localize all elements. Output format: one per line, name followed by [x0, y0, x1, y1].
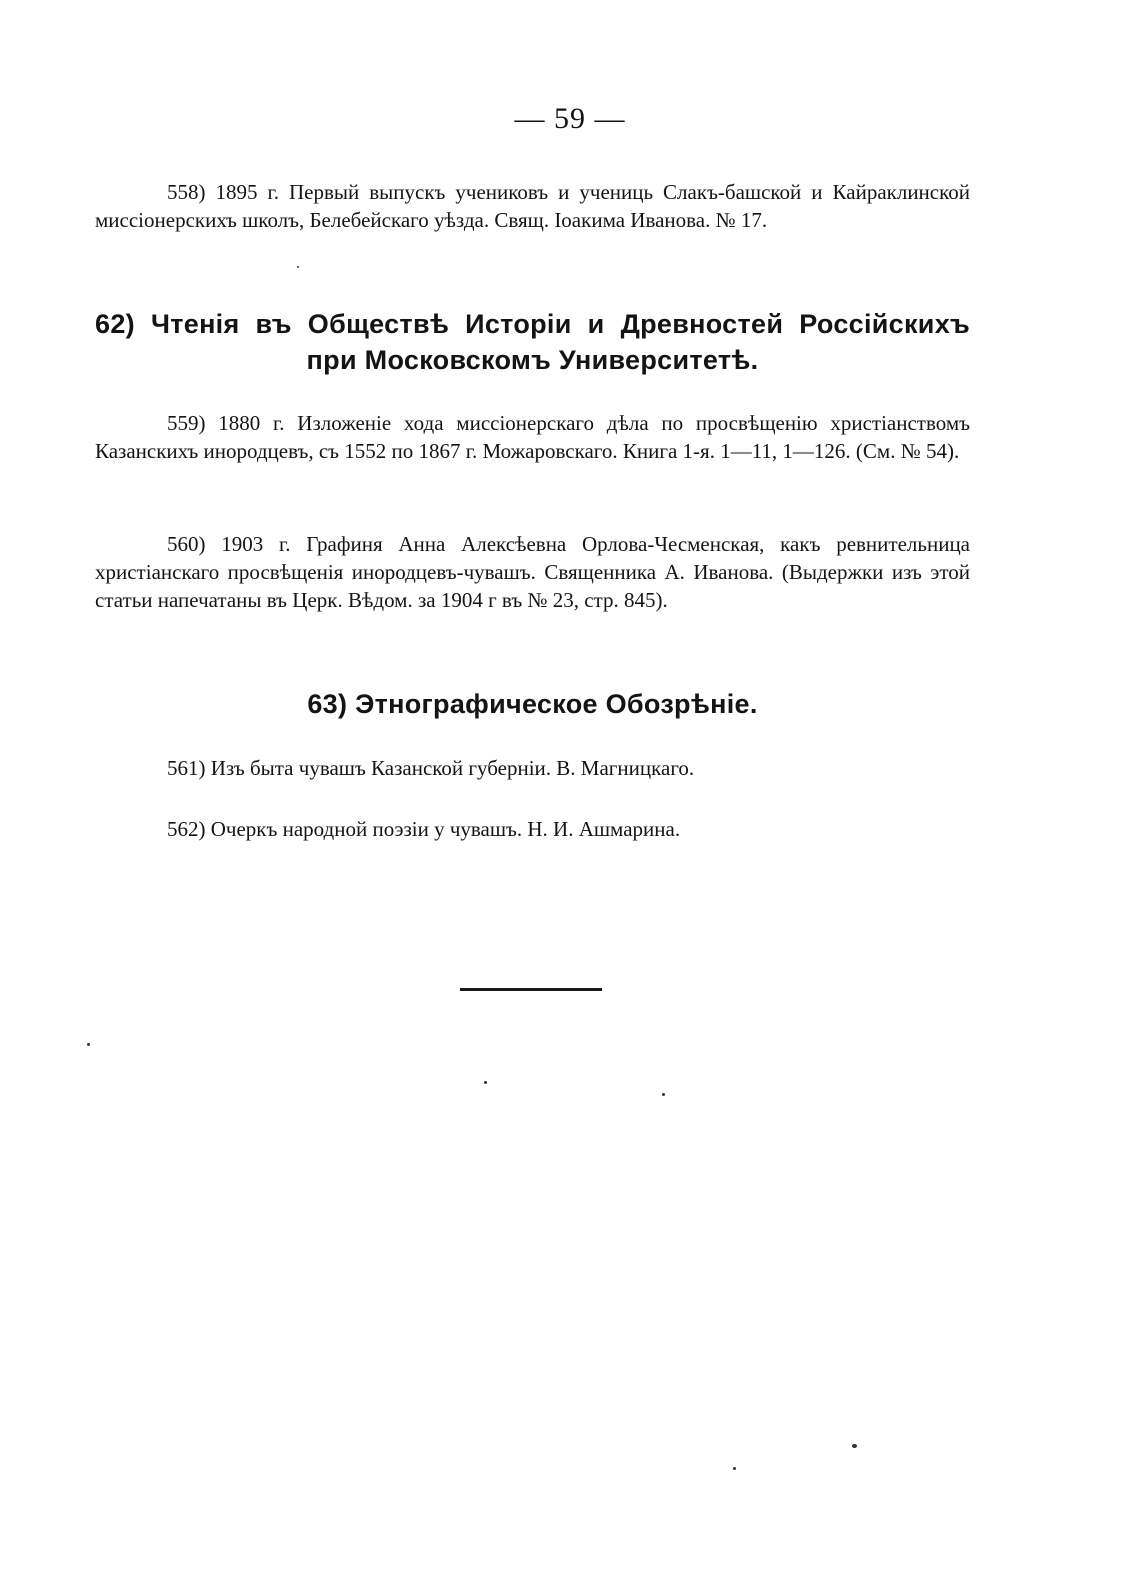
section-heading-63: 63) Этнографическое Обозрѣнiе.	[307, 689, 758, 719]
bibliography-entry-561	[95, 754, 970, 782]
section-heading-line-2: при Московскомъ Университетѣ.	[306, 345, 759, 375]
scan-speck	[297, 266, 299, 268]
entry-text: 559) 1880 г. Изложенiе хода миссiонерскаго дѣла по просвѣщенiю христiанствомъ Казанскихъ инородцевъ, съ 1552 по 1867 г. Можаровскаго. Книга 1-я. 1—11, 1—126. (См. № 54).	[95, 411, 970, 463]
entry-text: 561) Изъ быта чувашъ Казанской губернiи. В. Магницкаго.	[167, 756, 695, 780]
section-heading-62	[95, 306, 970, 378]
entry-text: 558) 1895 г. Первый выпускъ учениковъ и учениць Слакъ-башской и Кайраклинской миссiонерскихъ школъ, Белебейскаго уѣзда. Свящ. Iоакима Иванова. № 17.	[95, 180, 970, 232]
scan-speck	[87, 1043, 90, 1046]
end-rule	[460, 988, 602, 991]
section-heading-line-1: 62) Чтенiя въ Обществѣ Исторiи и Древностей Россiйскихъ	[95, 309, 970, 339]
scan-speck	[733, 1467, 736, 1470]
bibliography-entry-558	[95, 178, 970, 234]
entry-text: 560) 1903 г. Графиня Анна Алексѣевна Орлова-Чесменская, какъ ревнительница христiанскаго просвѣщенiя инородцевъ-чувашъ. Священника А. Иванова. (Выдержки изъ этой статьи напечатаны въ Церк. Вѣдом. за 1904 г въ № 23, стр. 845).	[95, 532, 970, 612]
bibliography-entry-560	[95, 530, 970, 614]
page-number: — 59 —	[514, 102, 626, 135]
scan-speck	[484, 1081, 487, 1084]
scan-speck	[662, 1093, 665, 1096]
bibliography-entry-562	[95, 815, 970, 843]
scan-speck	[852, 1444, 857, 1448]
bibliography-entry-559	[95, 409, 970, 465]
entry-text: 562) Очеркъ народной поэзiи у чувашъ. Н. И. Ашмарина.	[167, 817, 681, 841]
